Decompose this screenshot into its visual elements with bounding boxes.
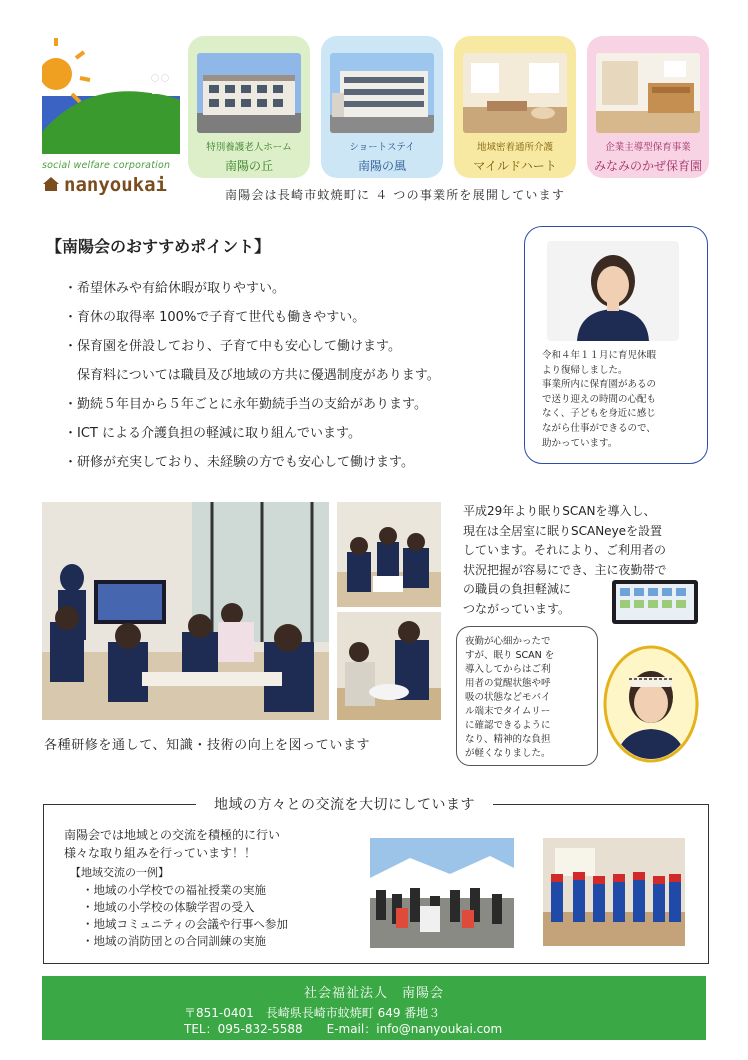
night-shift-bubble — [456, 626, 598, 766]
tablet-image — [612, 580, 698, 624]
list-item: ・地域の消防団との合同訓練の実施 — [82, 934, 266, 948]
community-list-title: 【地域交流の一例】 — [70, 866, 169, 879]
training-photo-main — [42, 502, 329, 720]
facility-name: 南陽の丘 — [224, 159, 273, 173]
facility-photo — [463, 53, 567, 133]
night-shift-text: 夜勤が心細かったで すが、眠り SCAN を 導入してからはご利 用者の覚醒状態や呼 吸の状態などモバイ ル端末でタイムリー に確認できるように なり、精神的な負担 が軽くなりました。 — [465, 636, 555, 759]
facility-card-minaminokaze — [321, 36, 443, 178]
facility-type: 地域密着通所介護 — [476, 142, 553, 153]
list-item: ・地域の小学校の体験学習の受入 — [82, 900, 255, 914]
facility-name: 南陽の風 — [357, 159, 406, 173]
facility-photo — [330, 53, 434, 133]
list-item: ・地域コミュニティの会議や行事へ参加 — [82, 917, 288, 931]
training-photo-small-1 — [337, 502, 441, 607]
intro-text: 南陽会は長崎市蚊焼町に ４ つの事業所を展開しています — [225, 188, 566, 202]
list-item: ・保育園を併設しており、子育て中も安心して働けます。 — [64, 339, 401, 354]
nanyoukai-logo — [42, 36, 180, 196]
list-item: ・希望休みや有給休暇が取りやすい。 — [64, 281, 286, 296]
training-photo-small-2 — [337, 612, 441, 720]
community-list — [82, 882, 288, 950]
address: 〒851-0401 長崎県長崎市蚊焼町 649 番地３ — [184, 1006, 441, 1020]
facility-type: 特別養護老人ホーム — [206, 142, 292, 153]
facility-name: マイルドハート — [473, 159, 557, 173]
testimonial-text: 令和４年１１月に育児休暇 より復帰しました。 事業所内に保育園があるの で送り迎えの時間の心配も なく、子どもを身近に感じ ながら仕事ができるので、 助かっています。 — [542, 350, 657, 449]
staff-avatar-night — [603, 645, 699, 763]
facility-name: みなみのかぜ保育園 — [593, 159, 702, 173]
logo-tagline: social welfare corporation — [42, 160, 171, 171]
list-item: ・勤続５年目から５年ごとに永年勤続手当の支給があります。 — [64, 397, 427, 412]
list-item: ・育休の取得率 100%で子育て世代も働きやすい。 — [64, 310, 366, 325]
recommend-title: 【南陽会のおすすめポイント】 — [46, 237, 271, 256]
footer — [42, 976, 706, 1040]
facility-photo — [197, 53, 301, 133]
facility-card-minaminooka — [188, 36, 310, 178]
community-photo-firefighters — [543, 838, 685, 946]
community-photo-festival — [370, 838, 514, 948]
facility-card-minaminokaze-nursery — [587, 36, 709, 178]
list-item: ・研修が充実しており、未経験の方でも安心して働けます。 — [64, 455, 414, 470]
sleep-scan-text: 平成29年より眠りSCANを導入し、 現在は全居室に眠りSCANeyeを設置 しています。それにより、ご利用者の 状況把握が容易にでき、主に夜勤帯で の職員の負担軽減に つながっています。 — [463, 504, 667, 616]
training-caption: 各種研修を通して、知識・技術の向上を図っています — [44, 738, 371, 753]
recommend-list — [64, 274, 514, 477]
contact-info: TEL：095-832-5588 E-mail：info@nanyoukai.com — [184, 1022, 503, 1036]
facility-type: 企業主導型保育事業 — [605, 142, 691, 153]
facility-card-mildheart — [454, 36, 576, 178]
house-icon — [42, 175, 60, 197]
organization-name: 社会福祉法人 南陽会 — [303, 986, 444, 1001]
community-lead: 南陽会では地域との交流を積極的に行い 様々な取り組みを行っています！！ — [64, 828, 281, 860]
community-title: 地域の方々との交流を大切にしています — [196, 794, 493, 814]
facility-photo — [596, 53, 700, 133]
logo-name: nanyoukai — [42, 174, 180, 197]
facility-type: ショートステイ — [349, 142, 415, 153]
staff-photo — [547, 241, 679, 341]
list-item: 保育料については職員及び地域の方共に優遇制度があります。 — [64, 368, 440, 383]
logo-artwork — [42, 36, 180, 154]
testimonial-box — [524, 226, 708, 464]
list-item: ・ICT による介護負担の軽減に取り組んでいます。 — [64, 426, 361, 441]
list-item: ・地域の小学校での福祉授業の実施 — [82, 883, 266, 897]
